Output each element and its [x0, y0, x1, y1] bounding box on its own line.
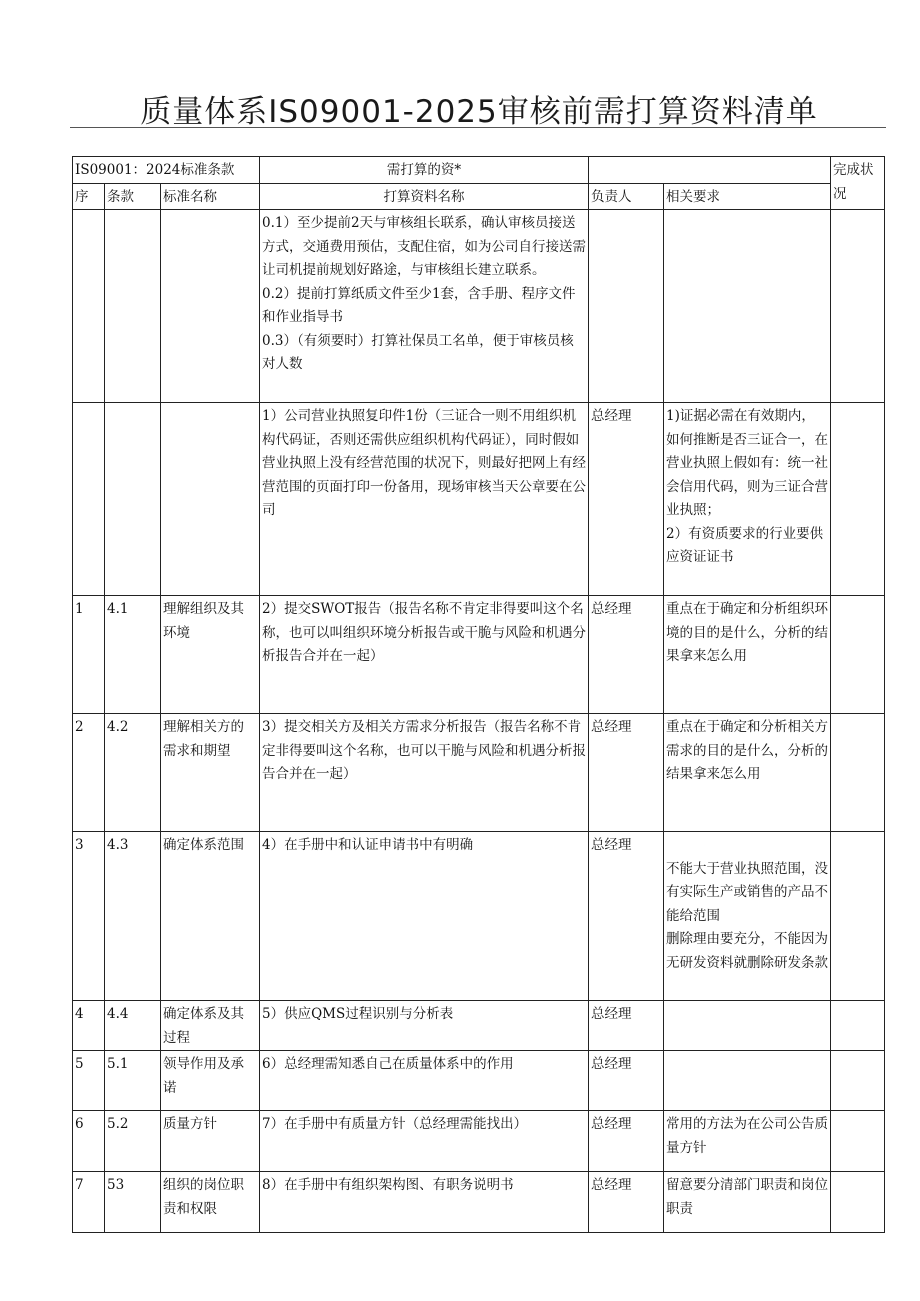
- requirement-cell: [664, 1001, 831, 1051]
- seq-cell: 2: [73, 714, 105, 832]
- status-cell: [831, 1051, 885, 1111]
- clause-cell: 53: [105, 1172, 161, 1233]
- requirement-cell: 常用的方法为在公司公告质量方针: [664, 1111, 831, 1172]
- header-group-row: [73, 157, 885, 184]
- status-cell: [831, 1001, 885, 1051]
- clause-cell: 5.2: [105, 1111, 161, 1172]
- seq-cell: [73, 210, 105, 403]
- material-cell: 3）提交相关方及相关方需求分析报告（报告名称不肯定非得要叫这个名称，也可以干脆与风险和机遇分析报告合并在一起）: [260, 714, 589, 832]
- header-owner: 负责人: [589, 183, 664, 210]
- header-empty-cell: [589, 157, 831, 184]
- requirement-cell: [664, 1051, 831, 1111]
- material-cell: 2）提交SWOT报告（报告名称不肯定非得要叫这个名称，也可以叫组织环境分析报告或干脆与风险和机遇分析报告合并在一起）: [260, 596, 589, 714]
- checklist-table: [72, 156, 885, 1233]
- standard-name-cell: 理解相关方的需求和期望: [161, 714, 260, 832]
- seq-cell: 4: [73, 1001, 105, 1051]
- header-name: 标准名称: [161, 183, 260, 210]
- owner-cell: 总经理: [589, 714, 664, 832]
- status-cell: [831, 1111, 885, 1172]
- material-cell: 1）公司营业执照复印件1份（三证合一则不用组织机构代码证，否则还需供应组织机构代码证），同时假如营业执照上没有经营范围的状况下，则最好把网上有经营范围的页面打印一份备用，现场审核当天公章要在公司: [260, 403, 589, 596]
- seq-cell: [73, 403, 105, 596]
- seq-cell: 6: [73, 1111, 105, 1172]
- status-cell: [831, 403, 885, 596]
- header-requirement: 相关要求: [664, 183, 831, 210]
- status-cell: [831, 1172, 885, 1233]
- table-row: [73, 1111, 885, 1172]
- seq-cell: 3: [73, 832, 105, 1001]
- status-cell: [831, 832, 885, 1001]
- material-cell: 0.1）至少提前2天与审核组长联系，确认审核员接送方式，交通费用预估，支配住宿，如为公司自行接送需让司机提前规划好路途，与审核组长建立联系。 0.2）提前打算纸质文件至少1套，含手册、程序文件和作业指导书 0.3）（有须要时）打算社保员工名单，便于审核员核对人数: [260, 210, 589, 403]
- requirement-cell: 1)证据必需在有效期内，如何推断是否三证合一，在营业执照上假如有：统一社会信用代码，则为三证合营业执照； 2）有资质要求的行业要供应资证证书: [664, 403, 831, 596]
- requirement-cell: 重点在于确定和分析相关方需求的目的是什么，分析的结果拿来怎么用: [664, 714, 831, 832]
- clause-cell: 4.4: [105, 1001, 161, 1051]
- standard-name-cell: 确定体系范围: [161, 832, 260, 1001]
- clause-cell: [105, 403, 161, 596]
- seq-cell: 5: [73, 1051, 105, 1111]
- clause-cell: 4.2: [105, 714, 161, 832]
- title-divider: [70, 127, 886, 128]
- table-row: [73, 1001, 885, 1051]
- seq-cell: 7: [73, 1172, 105, 1233]
- header-prepare-group: 需打算的资*: [260, 157, 589, 184]
- table-row: [73, 1051, 885, 1111]
- standard-name-cell: [161, 210, 260, 403]
- owner-cell: 总经理: [589, 403, 664, 596]
- material-cell: 7）在手册中有质量方针（总经理需能找出）: [260, 1111, 589, 1172]
- header-standard-group: IS09001：2024标准条款: [73, 157, 260, 184]
- material-cell: 4）在手册中和认证申请书中有明确: [260, 832, 589, 1001]
- standard-name-cell: 质量方针: [161, 1111, 260, 1172]
- standard-name-cell: 理解组织及其环境: [161, 596, 260, 714]
- header-material: 打算资料名称: [260, 183, 589, 210]
- owner-cell: 总经理: [589, 1051, 664, 1111]
- material-cell: 8）在手册中有组织架构图、有职务说明书: [260, 1172, 589, 1233]
- table-row: [73, 1172, 885, 1233]
- page-title: 质量体系IS09001-2025审核前需打算资料清单: [140, 94, 818, 130]
- material-cell: 5）供应QMS过程识别与分析表: [260, 1001, 589, 1051]
- header-clause: 条款: [105, 183, 161, 210]
- header-column-row: [73, 183, 885, 210]
- owner-cell: 总经理: [589, 1001, 664, 1051]
- header-seq: 序: [73, 183, 105, 210]
- table-row: [73, 832, 885, 1001]
- requirement-cell: 留意要分清部门职责和岗位职责: [664, 1172, 831, 1233]
- standard-name-cell: [161, 403, 260, 596]
- requirement-cell: 重点在于确定和分析组织环境的目的是什么，分析的结果拿来怎么用: [664, 596, 831, 714]
- standard-name-cell: 组织的岗位职责和权限: [161, 1172, 260, 1233]
- status-cell: [831, 714, 885, 832]
- material-cell: 6）总经理需知悉自己在质量体系中的作用: [260, 1051, 589, 1111]
- standard-name-cell: 领导作用及承诺: [161, 1051, 260, 1111]
- owner-cell: 总经理: [589, 596, 664, 714]
- owner-cell: 总经理: [589, 832, 664, 1001]
- clause-cell: 4.1: [105, 596, 161, 714]
- owner-cell: 总经理: [589, 1172, 664, 1233]
- owner-cell: 总经理: [589, 1111, 664, 1172]
- status-cell: [831, 596, 885, 714]
- header-completion: 完成状 况: [831, 157, 885, 210]
- requirement-cell: 不能大于营业执照范围，没有实际生产或销售的产品不能给范围 删除理由要充分，不能因为无研发资料就删除研发条款: [664, 832, 831, 1001]
- status-cell: [831, 210, 885, 403]
- clause-cell: 5.1: [105, 1051, 161, 1111]
- clause-cell: 4.3: [105, 832, 161, 1001]
- owner-cell: [589, 210, 664, 403]
- clause-cell: [105, 210, 161, 403]
- table-row: [73, 596, 885, 714]
- requirement-cell: [664, 210, 831, 403]
- table-row: [73, 210, 885, 403]
- table-row: [73, 403, 885, 596]
- table-row: [73, 714, 885, 832]
- standard-name-cell: 确定体系及其过程: [161, 1001, 260, 1051]
- seq-cell: 1: [73, 596, 105, 714]
